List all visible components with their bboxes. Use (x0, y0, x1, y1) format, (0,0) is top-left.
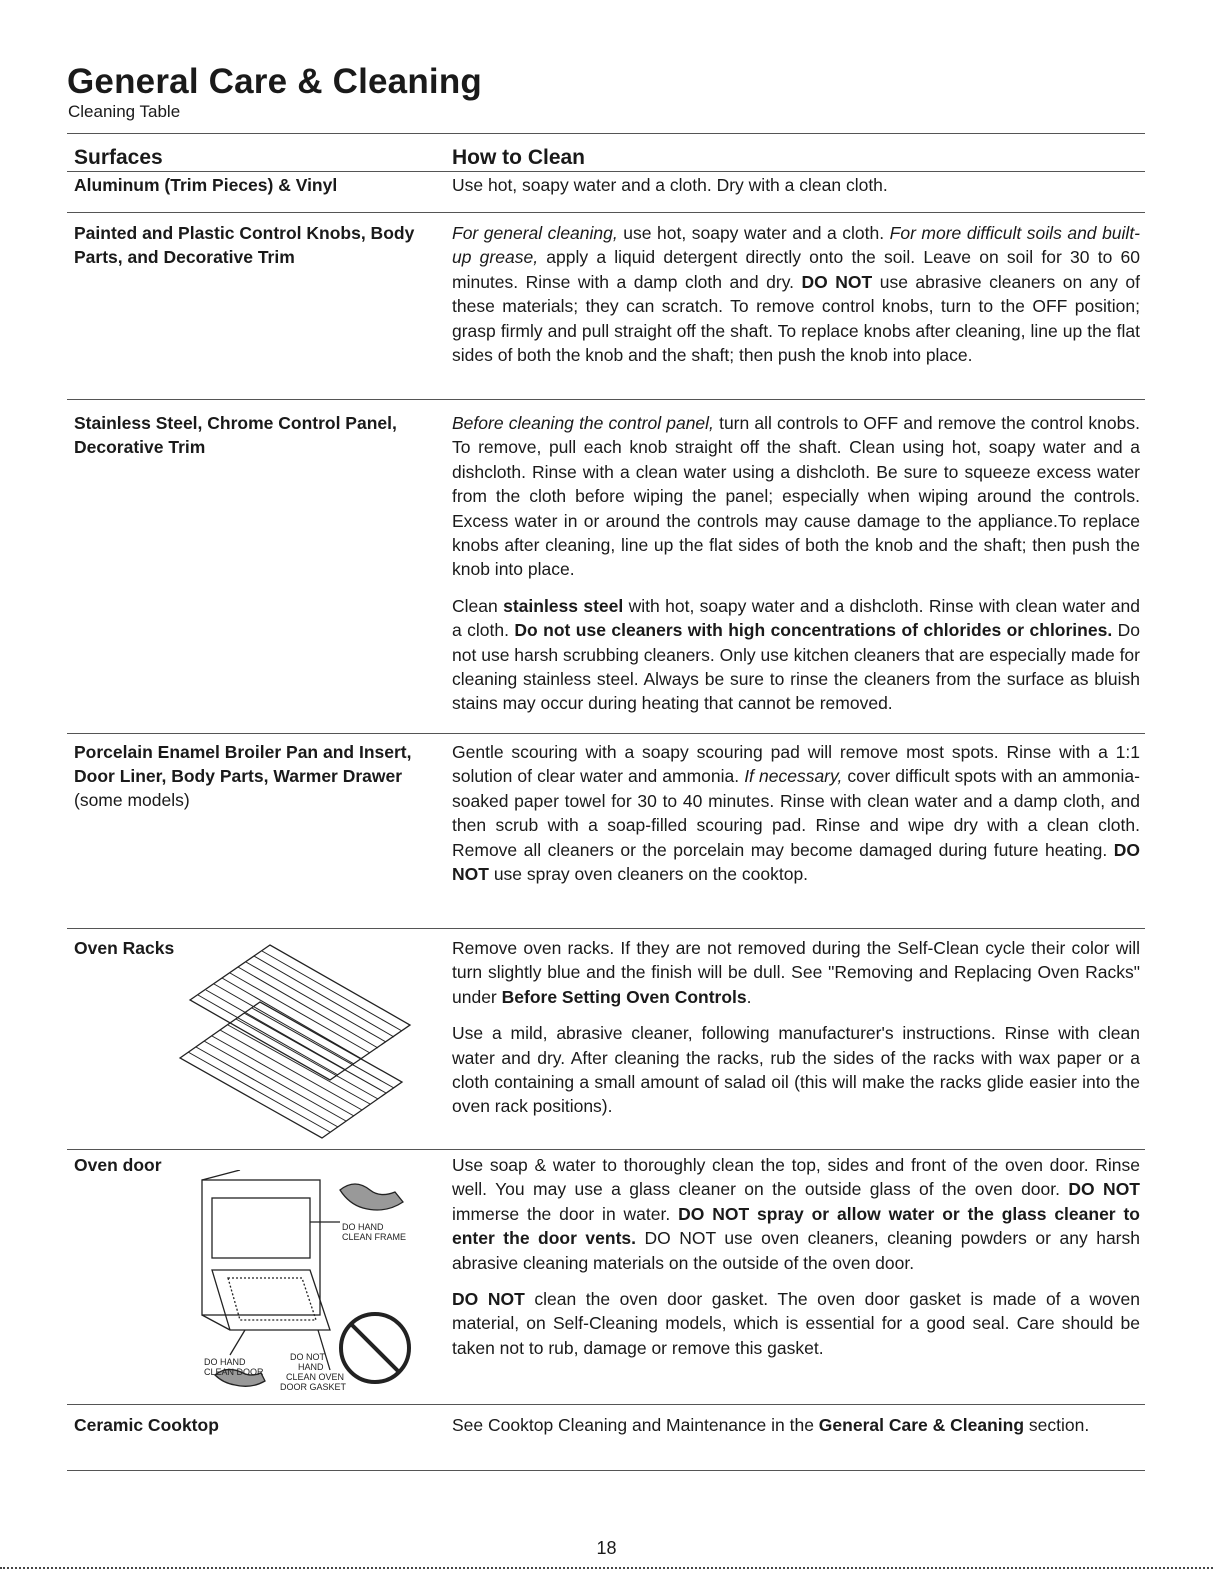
label-hand-door-1: DO HAND (204, 1357, 246, 1367)
italic-text: For general cleaning, (452, 223, 618, 243)
surface-label-note: (some models) (74, 790, 190, 810)
label-hand-frame-2: CLEAN FRAME (342, 1232, 407, 1242)
surface-label: Oven door (74, 1155, 162, 1175)
row-divider (67, 928, 1145, 929)
surface-label: Ceramic Cooktop (74, 1415, 219, 1435)
how-paragraph (452, 740, 1140, 886)
how-to-clean-text (452, 1153, 1140, 1372)
how-paragraph (452, 1153, 1140, 1275)
how-paragraph (452, 411, 1140, 582)
how-paragraph (452, 1021, 1140, 1119)
body-text: Clean (452, 595, 504, 616)
page-edge-dotted-line (0, 1567, 1213, 1569)
how-paragraph (452, 1287, 1140, 1360)
how-to-clean-text (452, 411, 1140, 728)
page-subtitle: Cleaning Table (68, 102, 181, 121)
upper-rack-wires (198, 951, 402, 1075)
how-to-clean-text (452, 173, 1140, 209)
emphasis-text: Before Setting Oven Controls (501, 986, 747, 1007)
row-divider (67, 212, 1145, 213)
emphasis-text: General Care & Cleaning (818, 1415, 1025, 1435)
surface-label (74, 740, 434, 812)
label-gasket-1: DO NOT (290, 1352, 325, 1362)
header-divider (67, 133, 1145, 134)
body-text: turn all controls to OFF and remove the control knobs. To remove, pull each knob straight off the shaft. Clean using hot, soapy water and a dishcloth. Rinse with a clean water using a dishcloth. Be sure to squeeze excess water from the cloth before wiping the panel; especially when wiping around the controls. Excess water in or around the controls may cause damage to the appliance.To replace knobs after cleaning, line up the flat sides of both the knob and the shaft; then push the knob into place. (452, 413, 1140, 580)
how-paragraph (452, 936, 1140, 1009)
surfaces-column-header: Surfaces (74, 146, 163, 169)
how-paragraph (452, 173, 1140, 197)
surface-label: Painted and Plastic Control Knobs, Body Parts, and Decorative Trim (74, 223, 415, 267)
how-to-clean-text (452, 1413, 1140, 1449)
body-text: use hot, soapy water and a cloth. (617, 223, 890, 243)
body-text: section. (1024, 1415, 1090, 1435)
open-oven-door (212, 1270, 330, 1330)
italic-text: If necessary, (744, 766, 843, 787)
how-to-clean-text (452, 936, 1140, 1131)
page-number: 18 (596, 1538, 617, 1558)
row-divider (67, 1404, 1145, 1405)
how-paragraph (452, 221, 1140, 367)
body-text: DO NOT use oven cleaners, cleaning powders or any harsh abrasive cleaning materials on the outside of the oven door. (452, 1228, 1140, 1273)
body-text: Remove oven racks. If they are not removed during the Self-Clean cycle their color will turn slightly blue and the finish will be dull. See "Removing and Replacing Oven Racks" under (452, 938, 1140, 1007)
body-text: use abrasive cleaners on any of these materials; they can scratch. To remove control knobs, turn to the OFF position; grasp firmly and pull straight off the shaft. To replace knobs after cleaning, line up the flat sides of both the knob and the shaft; then push the knob into place. (452, 271, 1140, 366)
emphasis-text: DO NOT (801, 271, 873, 292)
body-text: Use a mild, abrasive cleaner, following manufacturer's instructions. Rinse with clean water and dry. After cleaning the racks, rub the sides of the racks with wax paper or a cloth containing a small amount of salad oil (this will make the racks glide easier into the oven rack positions). (452, 1023, 1140, 1117)
column-header-divider (67, 171, 1145, 172)
emphasis-text: Do not use cleaners with high concentrations of chlorides or chlorines. (514, 620, 1113, 641)
how-paragraph (452, 1413, 1140, 1437)
surface-label: Stainless Steel, Chrome Control Panel, Decorative Trim (74, 413, 397, 457)
emphasis-text: DO NOT (1068, 1179, 1140, 1200)
surface-label: Aluminum (Trim Pieces) & Vinyl (74, 175, 338, 195)
oven-door-illustration (190, 1170, 430, 1400)
body-text: Use soap & water to thoroughly clean the top, sides and front of the oven door. Rinse well. You may use a glass cleaner on the outside glass of the oven door. (452, 1155, 1140, 1200)
oven-cavity (212, 1198, 310, 1258)
italic-text: Before cleaning the control panel, (452, 413, 714, 433)
body-text: immerse the door in water. (452, 1203, 679, 1224)
body-text: with hot, soapy water and a dishcloth. Rinse with clean water and a cloth. (452, 595, 1141, 641)
emphasis-text: DO NOT spray or allow water or the glass cleaner to enter the door vents. (452, 1203, 1140, 1249)
label-hand-door-2: CLEAN DOOR (204, 1367, 264, 1377)
body-text: clean the oven door gasket. The oven door gasket is made of a woven material, on Self-Cleaning models, which is essential for a good seal. Care should be taken not to rub, damage or remove this gasket. (452, 1289, 1140, 1358)
label-gasket-2: HAND (298, 1362, 324, 1372)
how-to-clean-text (452, 221, 1140, 379)
italic-text: For more difficult soils and built-up grease, (452, 223, 1141, 268)
row-divider (67, 399, 1145, 400)
emphasis-text: DO NOT (452, 1289, 525, 1310)
page-title: General Care & Cleaning (67, 62, 483, 101)
body-text: use spray oven cleaners on the cooktop. (488, 864, 809, 885)
label-hand-frame-1: DO HAND (342, 1222, 384, 1232)
body-text: Use hot, soapy water and a cloth. Dry with a clean cloth. (452, 175, 888, 195)
body-text: apply a liquid detergent directly onto the soil. Leave on soil for 30 to 60 minutes. Rinse with a damp cloth and dry. (452, 247, 1140, 292)
emphasis-text: stainless steel (503, 595, 624, 616)
how-paragraph (452, 594, 1140, 716)
oven-racks-illustration (170, 940, 420, 1140)
body-text: cover difficult spots with an ammonia-soaked paper towel for 30 to 40 minutes. Rinse with clean water and a damp cloth, and then scrub with a soap-filled scouring pad. Rinse and wipe dry with a clean cloth. Remove all cleaners or the porcelain may become damaged during future heating. (452, 766, 1140, 860)
row-divider (67, 1149, 1145, 1150)
label-gasket-4: DOOR GASKET (280, 1382, 347, 1392)
cleaning-hand-icon (340, 1184, 403, 1210)
how-to-clean-column-header: How to Clean (452, 146, 586, 169)
body-text: Do not use harsh scrubbing cleaners. Only use kitchen cleaners that are especially made for cleaning stainless steel. Always be sure to rinse the cleaners from the surface as bluish stains may occur during heating that cannot be removed. (452, 620, 1140, 714)
row-divider (67, 733, 1145, 734)
body-text: See Cooktop Cleaning and Maintenance in the (452, 1415, 819, 1435)
how-to-clean-text (452, 740, 1140, 898)
body-text: . (746, 986, 752, 1007)
emphasis-text: DO NOT (452, 839, 1140, 885)
lower-rack-wires (188, 1008, 394, 1132)
body-text: Gentle scouring with a soapy scouring pad will remove most spots. Rinse with a 1:1 solution of clear water and ammonia. (452, 742, 1140, 787)
surface-label-bold: Porcelain Enamel Broiler Pan and Insert, Door Liner, Body Parts, Warmer Drawer (74, 742, 412, 786)
row-divider (67, 1470, 1145, 1471)
surface-label: Oven Racks (74, 938, 175, 958)
label-gasket-3: CLEAN OVEN (286, 1372, 345, 1382)
